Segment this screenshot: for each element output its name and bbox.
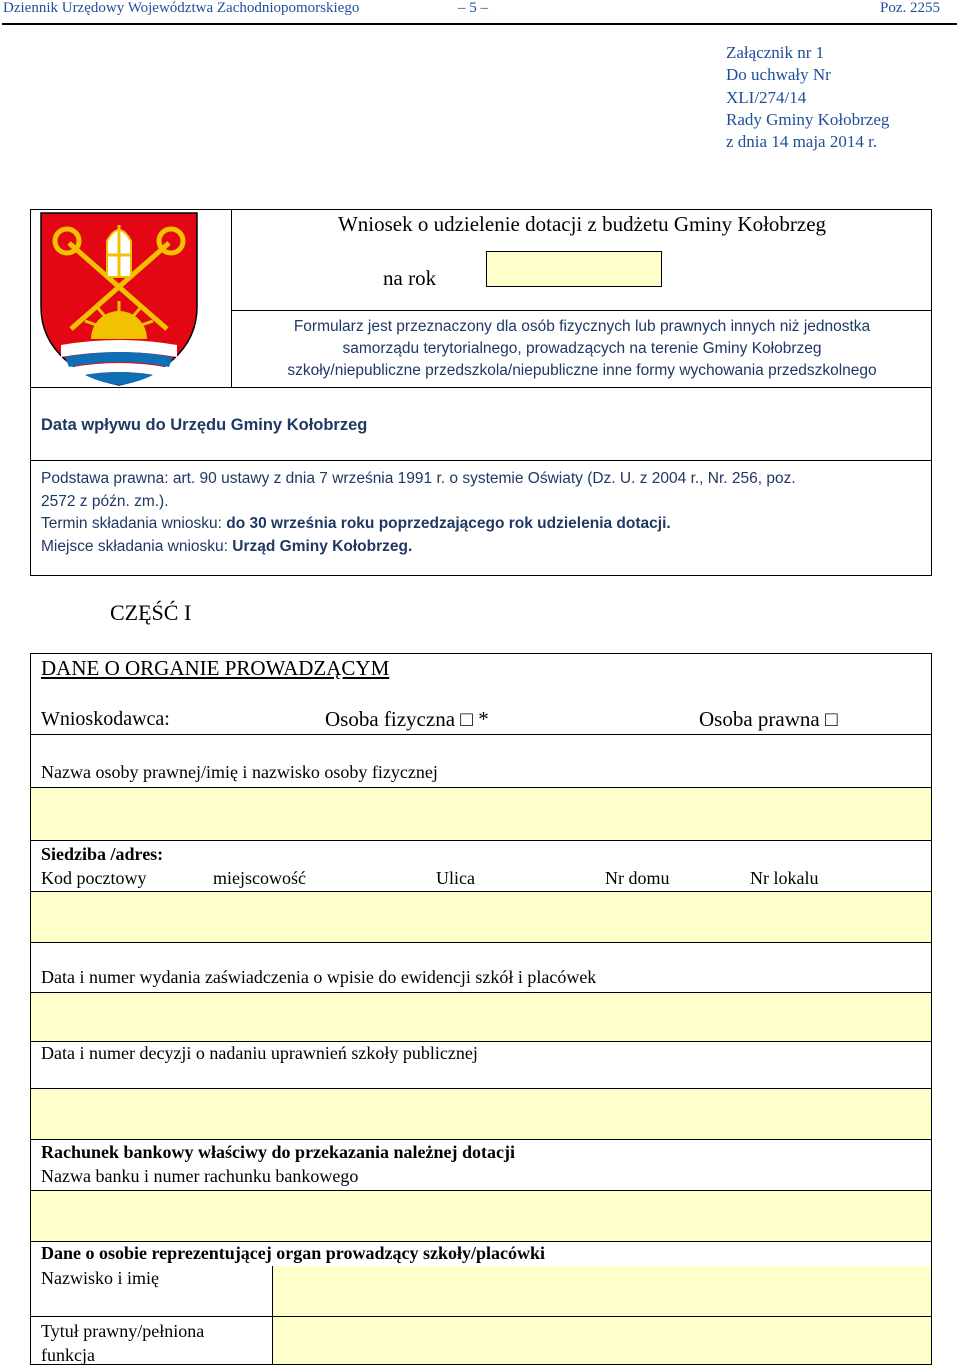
address-col-city: miejscowość [213, 868, 306, 888]
annex-line: Do uchwały Nr [726, 65, 831, 85]
option-legal-person [699, 707, 838, 732]
page-header [0, 0, 960, 25]
place-value: Urząd Gminy Kołobrzeg. [232, 537, 413, 555]
description-line: Formularz jest przeznaczony dla osób fizycznych lub prawnych innych niż jednostka [293, 318, 871, 335]
address-col-postal: Kod pocztowy [41, 868, 147, 888]
receipt-box [30, 387, 932, 576]
address-input[interactable] [31, 892, 931, 942]
representative-role-input[interactable] [273, 1317, 931, 1364]
receipt-divider [31, 460, 931, 461]
part-title: CZĘŚĆ I [110, 600, 192, 625]
applicant-label: Wnioskodawca: [41, 708, 170, 730]
bank-input[interactable] [31, 1191, 931, 1241]
row-divider [31, 1041, 931, 1042]
deadline-label: Termin składania wniosku: [41, 515, 227, 532]
year-label: na rok [383, 266, 437, 290]
row-divider [31, 734, 931, 735]
row-divider [31, 1241, 931, 1242]
representative-role-line: funkcja [41, 1345, 95, 1365]
deadline-row [41, 513, 926, 536]
place-row [41, 536, 926, 559]
registry-label: Data i numer wydania zaświadczenia o wpisie do ewidencji szkół i placówek [41, 967, 597, 987]
representative-role-label [41, 1319, 204, 1367]
year-input[interactable] [486, 251, 662, 287]
decision-input[interactable] [31, 1089, 931, 1139]
header-rule [2, 23, 957, 25]
bank-title: Rachunek bankowy właściwy do przekazania należnej dotacji [41, 1142, 516, 1162]
representative-role-line: Tytuł prawny/pełniona [41, 1321, 205, 1341]
legal-info [41, 468, 926, 558]
name-input[interactable] [31, 788, 931, 840]
option-natural-person [325, 707, 489, 732]
natural-person-checkbox[interactable]: □ [460, 707, 473, 731]
page-number: – 5 – [458, 0, 488, 16]
title-box [30, 209, 932, 388]
representative-name-label: Nazwisko i imię [41, 1268, 159, 1288]
annex-line: z dnia 14 maja 2014 r. [726, 132, 878, 152]
deadline-value: do 30 września roku poprzedzającego rok udzielenia dotacji. [226, 515, 671, 532]
annex-line: Rady Gminy Kołobrzeg [726, 109, 890, 129]
representative-title: Dane o osobie reprezentującej organ prowadzący szkoły/placówki [41, 1243, 545, 1263]
address-col-street: Ulica [436, 868, 475, 888]
address-col-house: Nr domu [605, 868, 670, 888]
address-label: Siedziba /adres: [41, 844, 164, 864]
annex-line: Załącznik nr 1 [726, 43, 825, 62]
applicant-table [30, 653, 932, 1365]
legal-person-checkbox[interactable]: □ [824, 707, 838, 731]
annex-reference [726, 42, 889, 153]
registry-input[interactable] [31, 993, 931, 1041]
title-divider [231, 310, 932, 311]
kolobrzeg-crest-icon [39, 211, 199, 387]
receipt-date-label: Data wpływu do Urzędu Gminy Kołobrzeg [41, 416, 368, 434]
representative-name-input[interactable] [273, 1266, 931, 1316]
option-natural-label: Osoba fizyczna [325, 707, 456, 731]
legal-basis: 2572 z późn. zm.). [41, 492, 169, 510]
name-label: Nazwa osoby prawnej/imię i nazwisko osoby fizycznej [41, 762, 438, 782]
journal-name: Dziennik Urzędowy Województwa Zachodniopomorskiego [3, 0, 360, 16]
row-divider [31, 942, 931, 943]
row-divider [31, 840, 931, 841]
row-divider [31, 1139, 931, 1140]
form-description [231, 316, 933, 382]
address-col-flat: Nr lokalu [750, 868, 819, 888]
legal-basis: Podstawa prawna: art. 90 ustawy z dnia 7 września 1991 r. o systemie Oświaty (Dz. U. z 2004 r., Nr. 256, poz. [41, 470, 796, 487]
annex-line: XLI/274/14 [726, 87, 807, 107]
section-title: DANE O ORGANIE PROWADZĄCYM [41, 656, 390, 680]
decision-label: Data i numer decyzji o nadaniu uprawnień szkoły publicznej [41, 1043, 478, 1063]
position-number: Poz. 2255 [880, 0, 940, 16]
form-title: Wniosek o udzielenie dotacji z budżetu Gminy Kołobrzeg [337, 212, 827, 236]
natural-person-mark: * [478, 707, 489, 731]
option-legal-label: Osoba prawna [699, 707, 820, 731]
description-line: samorządu terytorialnego, prowadzących na terenie Gminy Kołobrzeg [342, 340, 822, 357]
place-label: Miejsce składania wniosku: [41, 537, 233, 555]
description-line: szkoły/niepubliczne przedszkola/niepubliczne inne formy wychowania przedszkolnego [287, 362, 877, 379]
bank-label: Nazwa banku i numer rachunku bankowego [41, 1166, 359, 1186]
